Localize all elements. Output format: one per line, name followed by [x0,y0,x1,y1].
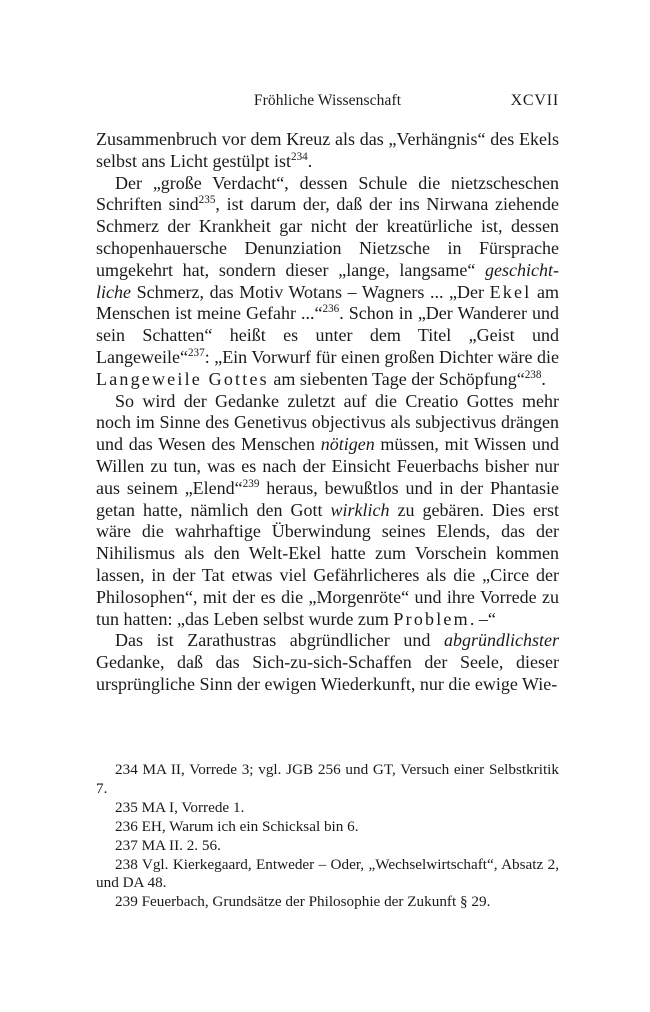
paragraph-3-text-e: . –“ [469,608,496,629]
page-number: XCVII [510,92,559,109]
paragraph-4 [96,630,559,695]
emphasis-wirklich: wirklich [330,499,390,520]
paragraph-3-text-b: müssen, mit Wissen und Willen zu tun, was es nach der Einsicht Feuerbachs bisher nur aus seinem „Elend“ [96,434,559,498]
paragraph-4-text-a: Das ist Zarathustras abgründlicher und [115,630,444,651]
spaced-langeweile-gottes: Langeweile Gottes [96,368,269,389]
footnotes [96,761,559,912]
paragraph-2-text-a: Der „große Verdacht“, dessen Schule die nietzscheschen Schriften sind [96,172,559,215]
paragraph-4-text-b: Gedanke, daß das Sich-zu-sich-Schaffen der Seele, dieser ursprüngliche Sinn der ewigen Wiederkunft, nur die ewige Wie- [96,652,559,694]
footnote-239: 239 Feuerbach, Grundsätze der Philosophie der Zukunft § 29. [115,893,491,911]
paragraph-1-text: Zusammenbruch vor dem Kreuz als das „Verhängnis“ des Ekels selbst ans Licht gestülpt ist [96,129,559,171]
footnote-ref-237: 237 [187,346,205,359]
main-text [96,129,559,696]
running-title: Fröhliche Wissenschaft [253,92,402,109]
footnote-ref-234: 234 [291,150,308,163]
footnote-235: 235 MA I, Vorrede 1. [115,798,245,816]
footnote-234: 234 MA II, Vorrede 3; vgl. JGB 256 und GT, Versuch einer Selbstkritik 7. [96,761,559,797]
paragraph-3 [96,391,559,631]
paragraph-2-text-f: : „Ein Vorwurf für einen großen Dichter wäre die [204,346,559,367]
paragraph-3-text-d: zu gebären. Dies erst wäre die wahrhaftige Überwindung seines Elends, das der Nihilismus als den Welt-Ekel hatte zum Vorschein kommen lassen, in der Tat etwas viel Gefährlicheres als die „Circe der Philosophen“, mit der es die „Morgenröte“ und ihre Vorrede zu tun hatten: „das Leben selbst wurde zum [96,499,560,629]
paragraph-3-text-c: heraus, bewußtlos und in der Phantasie getan hatte, nämlich den Gott [96,477,559,520]
paragraph-1-text-end: . [307,150,313,171]
footnote-238: 238 Vgl. Kierkegaard, Entweder – Oder, „Wechselwirtschaft“, Absatz 2, und DA 48. [96,855,559,892]
paragraph-2-text-g: am siebenten Tage der Schöpfung“ [268,368,525,389]
emphasis-abgruendlichster: abgründlichster [444,630,559,651]
footnote-ref-238: 238 [524,368,542,381]
emphasis-noetigen: nötigen [320,434,375,455]
paragraph-3-text-a: So wird der Gedanke zuletzt auf die Creatio Gottes mehr noch im Sinne des Genetivus objectivus als subjectivus drängen und das Wesen des Menschen [96,390,559,455]
paragraph-1 [96,129,559,173]
running-header [96,92,559,114]
paragraph-2-text-c: Schmerz, das Motiv Wotans – Wagners ... „Der [130,281,490,302]
paragraph-2 [96,173,559,391]
emphasis-geschichtliche: geschicht-liche [96,259,559,302]
spaced-ekel: Ekel [489,281,532,302]
footnote-ref-235: 235 [198,194,216,207]
paragraph-2-text-b: , ist darum der, daß der ins Nirwana ziehende Schmerz der Krankheit gar nicht der kreatürliche ist, dessen schopenhauersche Denunziation Nietzsche in Fürsprache umgekehrt hat, sondern dieser „lange, langsame“ [96,194,559,280]
paragraph-2-text-h: . [541,368,546,389]
footnote-ref-236: 236 [322,303,340,316]
footnote-236: 236 EH, Warum ich ein Schicksal bin 6. [115,817,359,835]
paragraph-2-text-e: . Schon in „Der Wanderer und sein Schatten“ heißt es unter dem Titel „Geist und Langeweile“ [96,303,560,367]
footnote-ref-239: 239 [242,477,260,490]
paragraph-2-text-d: am Menschen ist meine Gefahr ...“ [96,281,559,324]
footnote-237: 237 MA II. 2. 56. [115,836,221,854]
spaced-problem: Problem [393,608,470,629]
